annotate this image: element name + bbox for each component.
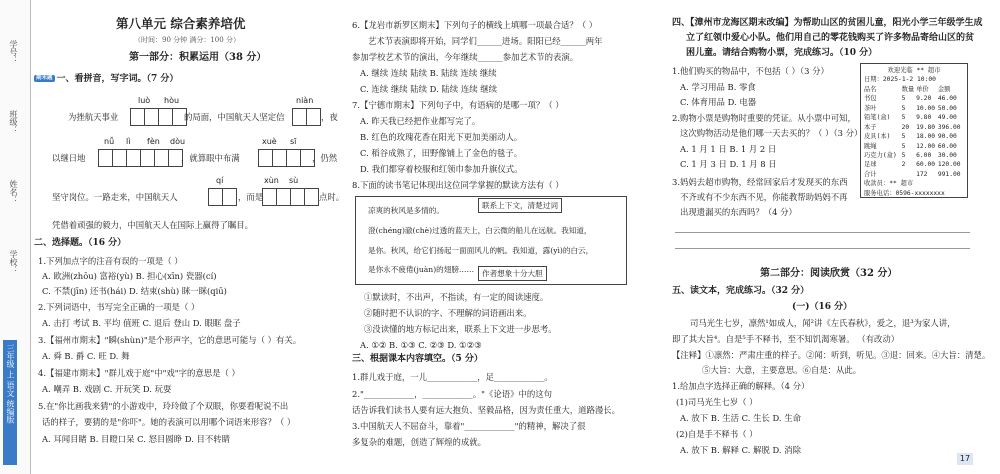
shopping-receipt: 欢迎光临 ** 超市 日期：2025-1-2 10:00 品名 数量 单价 金额 书包 5 9.20 46.00 茶叶 5 10.00 50.00 铅笔(盒) 5 9.80 49.00 本子 20 19.80 396.00 皮具(本) 5 18.00 90.00 跳绳 5 12.00 60.00 巧克力(盒) 5 6.00 30.00 足球 2 60.00 120.00 合计 172 991.00 收款员：** 超市 服务电话：0596-xxxxxxxx — [860, 63, 968, 198]
binding-strip — [0, 0, 31, 474]
receipt-row: 巧克力(盒) 5 6.00 30.00 — [864, 151, 957, 159]
receipt-row: 足球 2 60.00 120.00 — [864, 161, 961, 169]
question-2: 二、选择题。（16 分） — [34, 238, 127, 248]
column-1: 第八单元 综合素养培优 （时间：90 分钟 满分：100 分） 第一部分：积累运用（38 分） 期末题 一、看拼音，写字词。（7 分） luò hòu niàn 为挫航天事业 的局面，中国航天人坚定信 ，夜 nǚ lì fèn dòu xuè sī 以继日地 ，就算眼中布满 ，仍然 qí xùn sù 坚守岗位。一路走来，中国航天人 ，而是 点时。 凭借着顽强的毅力，中国航天人在国际上赢得了瞩目。 二、选择题。（16 分） 1.下列加点字的注音有误的一项是（ ） A. 欧洲(zhōu) 富裕(yù) B. 担心(xīn) 瓷器(cí) C. 不禁(jīn) 还书(hái) D. 结束(shù) 眯一眯(qiū) 2.下列词语中，书写完全正确的一项是（ ） A. 击打 考试 B. 平均 值班 C. 退后 登山 D. 眼眶 盘子 3.【福州市期末】"瞬(shùn)"是个形声字，它的意思可能与（ ）有关。 A. 舜 B. 爵 C. 旺 D. 舞 4.【福建市期末】"群儿戏于庭"中"戏"字的意思是（ ） A. 嘲弄 B. 戏剧 C. 开玩笑 D. 玩耍 5.在"你比画我来猜"的小游戏中，玲玲做了个双眼，你要看呢说不出 话的样子，要猜的是"你吓"。她的表演可以用哪个词语来形容？（ ） A. 耳闻目睹 B. 目瞪口呆 C. 怒目圆睁 D. 目不转睛 — [34, 16, 345, 444]
pinyin-boxes-6[interactable] — [262, 188, 318, 206]
grade-band: 三年级 上 语文 统编版 — [3, 340, 17, 465]
label-student-id: 学号： — [9, 40, 18, 64]
pinyin-boxes-2[interactable] — [292, 108, 320, 126]
part-one-title: 第一部分：积累运用（38 分） — [129, 52, 267, 63]
receipt-row: 书包 5 9.20 46.00 — [864, 95, 957, 103]
pinyin-boxes-1[interactable] — [130, 108, 186, 126]
time-score: （时间：90 分钟 满分：100 分） — [134, 36, 240, 44]
receipt-row: 皮具(本) 5 18.00 90.00 — [864, 133, 957, 141]
pinyin-boxes-5[interactable] — [208, 188, 236, 206]
label-class: 班级： — [9, 110, 18, 134]
page-number: 17 — [957, 453, 973, 465]
receipt-row: 铅笔(盒) 5 9.80 49.00 — [864, 114, 957, 122]
column-3: 四、【漳州市龙海区期末改编】为帮助山区的贫困儿童，阳光小学三年级学生成 立了红领巾爱心小队。他们用自己的零花钱购买了许多物品寄给山区的贫 困儿童。请结合购物小票，完成练习。（10 分） 1.他们购买的物品中，不包括（ ）（3 分） A. 学习用品 B. 零食 C. 体育用品 D. 电器 2.购物小票是购物时重要的凭证。从小票中可知， 这次购物活动是他们哪一天去买的？（ ）（3 分） A. 1 月 1 日 B. 1 月 2 日 C. 1 月 3 日 D. 1 月 8 日 3.妈妈去超市购物，经常回家后才发现买的东西 不齐或有不少东西不见，你能教帮助妈妈不再 出现遗漏买的东西吗？（4 分） 第二部分：阅读欣赏（32 分） 五、读文本，完成练习。（32 分） (一)（16 分） 司马光生七岁，凛然¹如成人，闻²讲《左氏春秋》，爱之，退³为家人讲， 即了其大旨⁴。自是⁵手不释书，至不知饥渴寒暑。 （有改动） 【注释】①凛然：严肃庄重的样子。②闻：听到，听见。③退：回来。④大旨：清楚。 ⑤大旨：大意，主要意思。⑥自是：从此。 1.给加点字选择正确的解释。（4 分） (1)司马光生七岁（ ） A. 放下 B. 生活 C. 生长 D. 生命 (2)自是手不释书（ ） A. 放下 B. 解释 C. 解脱 D. 消除 — [672, 18, 991, 455]
receipt-row: 跳绳 5 12.00 60.00 — [864, 142, 957, 150]
question-3: 三、根据课本内容填空。（5 分） — [352, 354, 483, 364]
unit-title: 第八单元 综合素养培优 — [116, 16, 246, 31]
receipt-row: 茶叶 5 10.00 50.00 — [864, 104, 957, 112]
part-two-title: 第二部分：阅读欣赏（32 分） — [760, 268, 898, 279]
column-2-lower: ①默读时，不出声，不指读，有一定的阅读速度。 ②随时把不认识的字、不理解的词语画出来。 ③没读懂的地方标记出来，联系上下文进一步思考。 A. ①② B. ①③ C. ②③ D. ①②③ 三、根据课本内容填空。（5 分） 1.群儿戏于庭，一儿____________，足____________。 2."____________，____________。"《论语》中的这句 话告诉我们读书人要有远大抱负、坚毅品格，因为责任重大，道路漫长。 3.中国航天人不屈奋斗，靠着"____________"的精神，解决了很 多复杂的难题，创造了辉煌的成就。 — [352, 292, 620, 447]
note-callout-1: 联系上下文，清楚过词 — [478, 198, 562, 213]
question-1: 期末题 一、看拼音，写字词。（7 分） — [36, 74, 179, 84]
question-5: 五、读文本，完成练习。（32 分） — [672, 286, 810, 296]
column-2: 6.【龙岩市新罗区期末】下列句子的横线上填哪一项最合适？（ ） 艺术节表演即将开始，同学们______进场。阳阳已经______两年 参加学校艺术节的演出，今年继续______参加艺术节的表演。 A. 继续 连续 陆续 B. 陆续 连续 继续 C. 连续 继续 陆续 D. 陆续 连续 继续 7.【宁德市期末】下列句子中，有语病的是哪一项？（ ） A. 昨天我已经把作业都写完了。 B. 红色的玫瑰花香在阳光下更加美丽动人。 C. 稻谷成熟了，田野像铺上了金色的毯子。 D. 我们都穿着校服和红领巾参加升旗仪式。 8.下面的读书笔记体现出这位同学掌握的默读方法有（ ） — [352, 20, 603, 190]
receipt-table: 品名 数量 单价 金额 书包 5 9.20 46.00 茶叶 5 10.00 50.00 铅笔(盒) 5 9.80 49.00 本子 20 19.80 396.00 皮具(本) 5 18.00 90.00 跳绳 5 12.00 60.00 巧克力(盒) 5 6.00 30.00 足球 2 60.00 120.00 合计 172 991.00 — [864, 85, 964, 179]
answer-line-2[interactable] — [675, 248, 970, 249]
receipt-row: 本子 20 19.80 396.00 — [864, 123, 961, 131]
pinyin-boxes-4[interactable] — [258, 149, 314, 167]
label-name: 姓名： — [9, 180, 18, 204]
answer-line-1[interactable] — [675, 232, 970, 233]
reading-note-box: 凉爽的秋风是多情的。 澄(chéng)澈(chè)过透的蓝天上，白云微的船儿在远航。我知道， 是你。秋风，给它们扬起一面面风儿的帆。我知道，露(yì)的白云， 是你永不疲倦(juàn)的翅膀…… — [355, 196, 627, 285]
receipt-total: 合计 172 991.00 — [864, 170, 961, 178]
label-school: 学校： — [9, 250, 18, 274]
pinyin-boxes-3[interactable] — [98, 149, 182, 167]
note-callout-2: 作者想象十分大胆 — [478, 266, 547, 281]
